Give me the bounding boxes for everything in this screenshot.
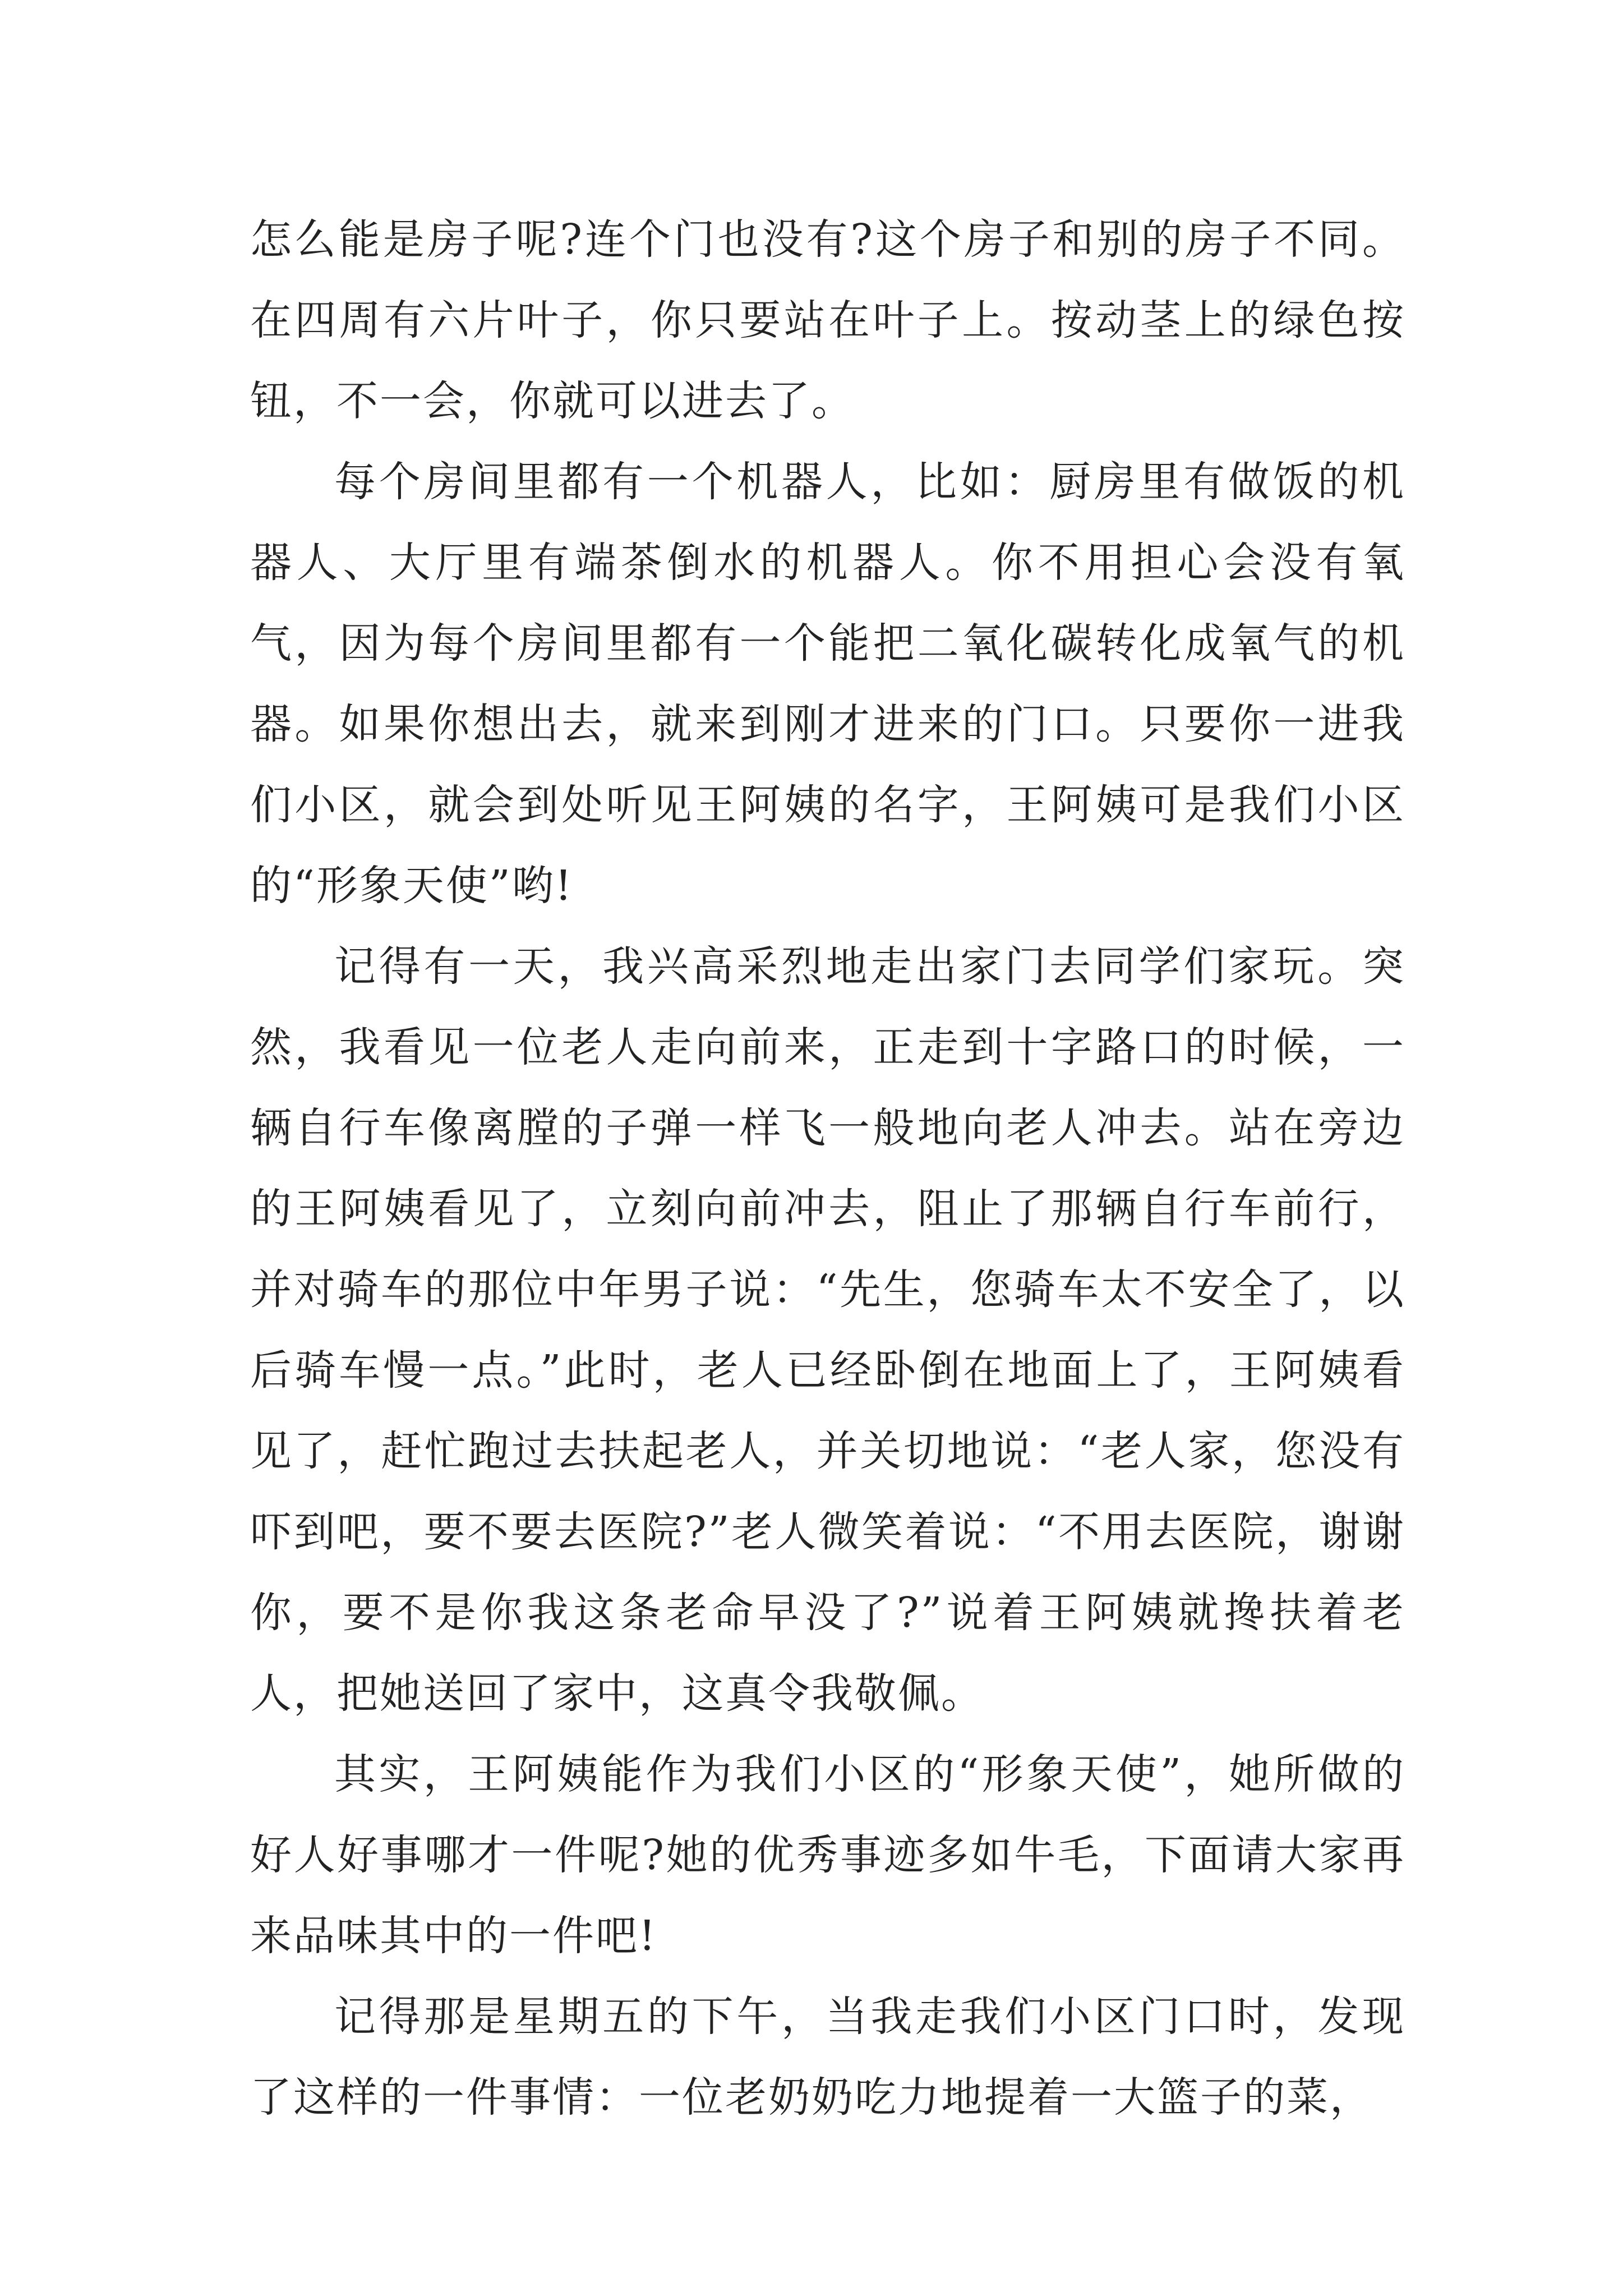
body-text xyxy=(250,199,1405,2138)
paragraph-5: 记得那是星期五的下午，当我走我们小区门口时，发现了这样的一件事情：一位老奶奶吃力地提着一大篮子的菜， xyxy=(250,1993,1405,2122)
paragraph-4: 其实，王阿姨能作为我们小区的“形象天使”，她所做的好人好事哪才一件呢?她的优秀事迹多如牛毛，下面请大家再来品味其中的一件吧! xyxy=(250,1750,1405,1960)
paragraph-1: 怎么能是房子呢?连个门也没有?这个房子和别的房子不同。在四周有六片叶子，你只要站在叶子上。按动茎上的绿色按钮，不一会，你就可以进去了。 xyxy=(250,215,1405,425)
paragraph-3: 记得有一天，我兴高采烈地走出家门去同学们家玩。突然，我看见一位老人走向前来，正走到十字路口的时候，一辆自行车像离膛的子弹一样飞一般地向老人冲去。站在旁边的王阿姨看见了，立刻向前冲去，阻止了那辆自行车前行，并对骑车的那位中年男子说：“先生，您骑车太不安全了，以后骑车慢一点。”此时，老人已经卧倒在地面上了，王阿姨看见了，赶忙跑过去扶起老人，并关切地说：“老人家，您没有吓到吧，要不要去医院?”老人微笑着说：“不用去医院，谢谢你，要不是你我这条老命早没了?”说着王阿姨就搀扶着老人，把她送回了家中，这真令我敬佩。 xyxy=(250,942,1405,1718)
paragraph-2: 每个房间里都有一个机器人，比如：厨房里有做饭的机器人、大厅里有端茶倒水的机器人。你不用担心会没有氧气，因为每个房间里都有一个能把二氧化碳转化成氧气的机器。如果你想出去，就来到刚才进来的门口。只要你一进我们小区，就会到处听见王阿姨的名字，王阿姨可是我们小区的“形象天使”哟! xyxy=(250,458,1405,910)
